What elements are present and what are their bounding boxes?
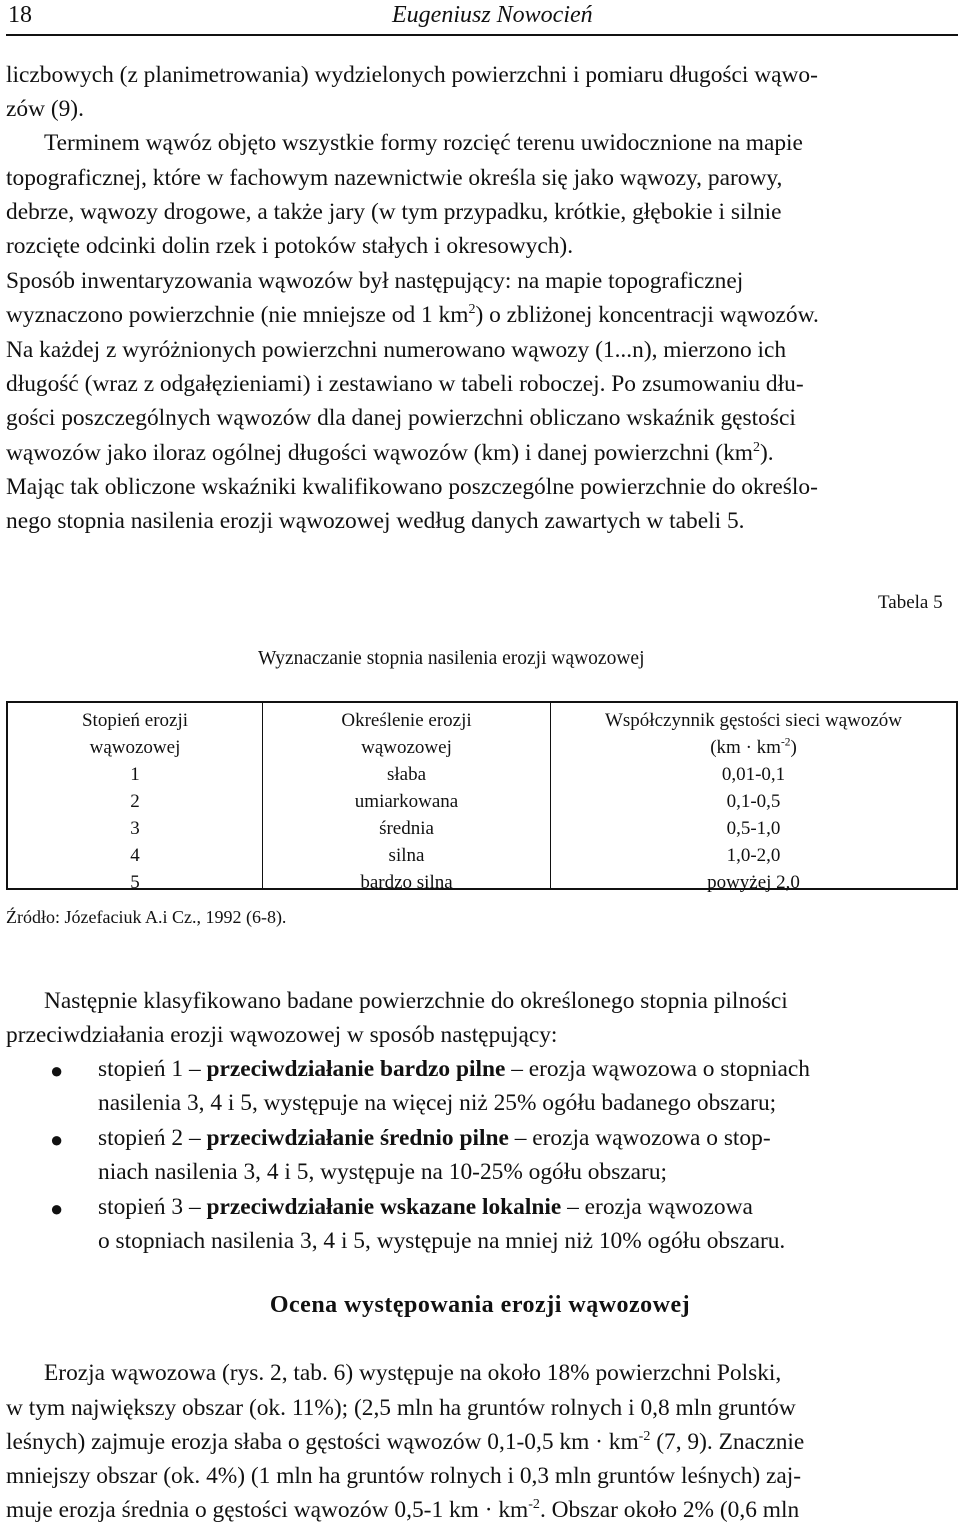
text-span: Mając tak obliczone wskaźniki kwalifikowano poszczególne powierzchnie do określo- bbox=[6, 474, 818, 500]
paragraph-line bbox=[6, 92, 956, 126]
paragraph-line bbox=[6, 401, 956, 435]
text-span: zów (9). bbox=[6, 96, 84, 122]
paragraph-line bbox=[6, 264, 956, 298]
paragraph-line bbox=[6, 436, 956, 470]
text-span: rozcięte odcinki dolin rzek i potoków stałych i okresowych). bbox=[6, 233, 574, 259]
superscript: -2 bbox=[780, 736, 791, 749]
column-header: Stopień erozji bbox=[81, 710, 189, 731]
table-cell: umiarkowana bbox=[354, 791, 459, 812]
text-span: (7, 9). Znacznie bbox=[650, 1429, 805, 1455]
paragraph-line bbox=[6, 1425, 956, 1459]
text-span: – erozja wąwozowa bbox=[561, 1194, 753, 1220]
table-cell: 4 bbox=[130, 845, 140, 866]
list-item-line bbox=[98, 1190, 960, 1224]
paragraph-line bbox=[44, 1356, 956, 1390]
text-span: leśnych) zajmuje erozja słaba o gęstości wąwozów 0,1-0,5 km · km bbox=[6, 1429, 639, 1455]
text-span: . Obszar około 2% (0,6 mln bbox=[539, 1497, 800, 1523]
paragraph-line bbox=[6, 161, 956, 195]
table-cell: 1,0-2,0 bbox=[726, 845, 781, 866]
table-cell: 5 bbox=[130, 872, 140, 893]
paragraph-line bbox=[6, 58, 956, 92]
text-span: mniejszy obszar (ok. 4%) (1 mln ha gruntów rolnych i 0,3 mln gruntów leśnych) zaj- bbox=[6, 1463, 802, 1489]
superscript: -2 bbox=[528, 1496, 540, 1513]
text-span: (km · km bbox=[710, 737, 781, 758]
column-header: wąwozowej bbox=[361, 737, 452, 758]
paragraph-line bbox=[6, 229, 956, 263]
text-span: przeciwdziałania erozji wąwozowej w sposób następujący: bbox=[6, 1022, 558, 1048]
emphasis: przeciwdziałanie wskazane lokalnie bbox=[206, 1194, 562, 1220]
text-span: Sposób inwentaryzowania wąwozów był następujący: na mapie topograficznej bbox=[6, 268, 744, 294]
text-span: Następnie klasyfikowano badane powierzchnie do określonego stopnia pilności bbox=[44, 988, 788, 1014]
emphasis: przeciwdziałanie średnio pilne bbox=[206, 1125, 509, 1151]
text-span: Terminem wąwóz objęto wszystkie formy rozcięć terenu uwidocznione na mapie bbox=[44, 130, 803, 156]
bullet-icon: ● bbox=[50, 1127, 64, 1152]
text-span: muje erozja średnia o gęstości wąwozów 0,5-1 km · km bbox=[6, 1497, 529, 1523]
text-span: wąwozów jako iloraz ogólnej długości wąwozów (km) i danej powierzchni (km bbox=[6, 440, 753, 466]
text-span: długość (wraz z odgałęzieniami) i zestawiano w tabeli roboczej. Po zsumowaniu dłu- bbox=[6, 371, 804, 397]
paragraph-line bbox=[6, 1493, 956, 1527]
column-header: Określenie erozji bbox=[341, 710, 472, 731]
paragraph-line bbox=[44, 126, 956, 160]
erosion-table bbox=[6, 701, 958, 893]
text-span: stopień 3 – bbox=[98, 1194, 207, 1220]
table-cell: 0,5-1,0 bbox=[726, 818, 781, 839]
list-item-line bbox=[98, 1224, 960, 1258]
paragraph-line bbox=[44, 984, 956, 1018]
text-span: ) o zbliżonej koncentracji wąwozów. bbox=[475, 302, 819, 328]
column-header: Współczynnik gęstości sieci wąwozów bbox=[604, 710, 903, 731]
text-span: topograficznej, które w fachowym nazewnictwie określa się jako wąwozy, parowy, bbox=[6, 165, 783, 191]
text-span: ). bbox=[760, 440, 774, 466]
text-span: Na każdej z wyróżnionych powierzchni numerowano wąwozy (1...n), mierzono ich bbox=[6, 337, 787, 363]
page-number: 18 bbox=[8, 2, 32, 28]
text-span: w tym największy obszar (ok. 11%); (2,5 mln ha gruntów rolnych i 0,8 mln gruntów bbox=[6, 1395, 796, 1421]
paragraph-line bbox=[6, 1459, 956, 1493]
text-span: liczbowych (z planimetrowania) wydzielonych powierzchni i pomiaru długości wąwo- bbox=[6, 62, 818, 88]
paragraph-line bbox=[6, 367, 956, 401]
table-cell: silna bbox=[388, 845, 425, 866]
column-header: wąwozowej bbox=[89, 737, 181, 758]
text-span: nasilenia 3, 4 i 5, występuje na więcej niż 25% ogółu badanego obszaru; bbox=[98, 1090, 777, 1116]
text-span: ) bbox=[790, 737, 797, 758]
text-span: Erozja wąwozowa (rys. 2, tab. 6) występuje na około 18% powierzchni Polski, bbox=[44, 1360, 782, 1386]
table-cell: średnia bbox=[379, 818, 434, 839]
text-span: niach nasilenia 3, 4 i 5, występuje na 10-25% ogółu obszaru; bbox=[98, 1159, 668, 1185]
superscript: -2 bbox=[638, 1428, 651, 1445]
table-cell: 1 bbox=[130, 764, 140, 785]
paragraph-line bbox=[6, 470, 956, 504]
text-span: nego stopnia nasilenia erozji wąwozowej według danych zawartych w tabeli 5. bbox=[6, 508, 745, 534]
column-degree bbox=[8, 707, 262, 896]
list-item-line bbox=[98, 1121, 960, 1155]
column-description bbox=[263, 707, 550, 896]
table-title: Wyznaczanie stopnia nasilenia erozji wąwozowej bbox=[258, 648, 645, 669]
paragraph-line bbox=[6, 298, 956, 332]
table-cell: 2 bbox=[130, 791, 140, 812]
superscript: 2 bbox=[752, 439, 760, 456]
paragraph-line bbox=[6, 1018, 956, 1052]
list-item-line bbox=[98, 1052, 960, 1086]
table-cell: bardzo silna bbox=[360, 872, 453, 893]
text-span: stopień 2 – bbox=[98, 1125, 207, 1151]
emphasis: przeciwdziałanie bardzo pilne bbox=[206, 1056, 506, 1082]
bullet-icon: ● bbox=[50, 1196, 64, 1221]
header-rule bbox=[6, 34, 958, 36]
bullet-icon: ● bbox=[50, 1058, 64, 1083]
column-coefficient bbox=[551, 707, 956, 896]
table-cell: słaba bbox=[386, 764, 427, 785]
text-span: wyznaczono powierzchnie (nie mniejsze od 1 km bbox=[6, 302, 469, 328]
text-span: – erozja wąwozowa o stop- bbox=[508, 1125, 771, 1151]
text-span: gości poszczególnych wąwozów dla danej powierzchni obliczano wskaźnik gęstości bbox=[6, 405, 796, 431]
list-item-line bbox=[98, 1086, 960, 1120]
running-author: Eugeniusz Nowocień bbox=[392, 2, 593, 28]
table-cell: 3 bbox=[130, 818, 140, 839]
table-label: Tabela 5 bbox=[878, 592, 943, 613]
superscript: 2 bbox=[468, 301, 476, 318]
paragraph-line bbox=[6, 504, 956, 538]
text-span: – erozja wąwozowa o stopniach bbox=[505, 1056, 810, 1082]
text-span: o stopniach nasilenia 3, 4 i 5, występuje na mniej niż 10% ogółu obszaru. bbox=[98, 1228, 786, 1254]
column-header bbox=[551, 734, 956, 761]
paragraph-line bbox=[6, 195, 956, 229]
page-header bbox=[6, 0, 956, 34]
list-item-line bbox=[98, 1155, 960, 1189]
paragraph-line bbox=[6, 1391, 956, 1425]
section-heading: Ocena występowania erozji wąwozowej bbox=[269, 1292, 691, 1318]
text-span: stopień 1 – bbox=[98, 1056, 207, 1082]
text-span: debrze, wąwozy drogowe, a także jary (w tym przypadku, krótkie, głębokie i silnie bbox=[6, 199, 782, 225]
table-cell: powyżej 2,0 bbox=[707, 872, 800, 893]
table-cell: 0,01-0,1 bbox=[721, 764, 786, 785]
table-source: Źródło: Józefaciuk A.i Cz., 1992 (6-8). bbox=[6, 907, 287, 927]
table-cell: 0,1-0,5 bbox=[726, 791, 781, 812]
paragraph-line bbox=[6, 333, 956, 367]
